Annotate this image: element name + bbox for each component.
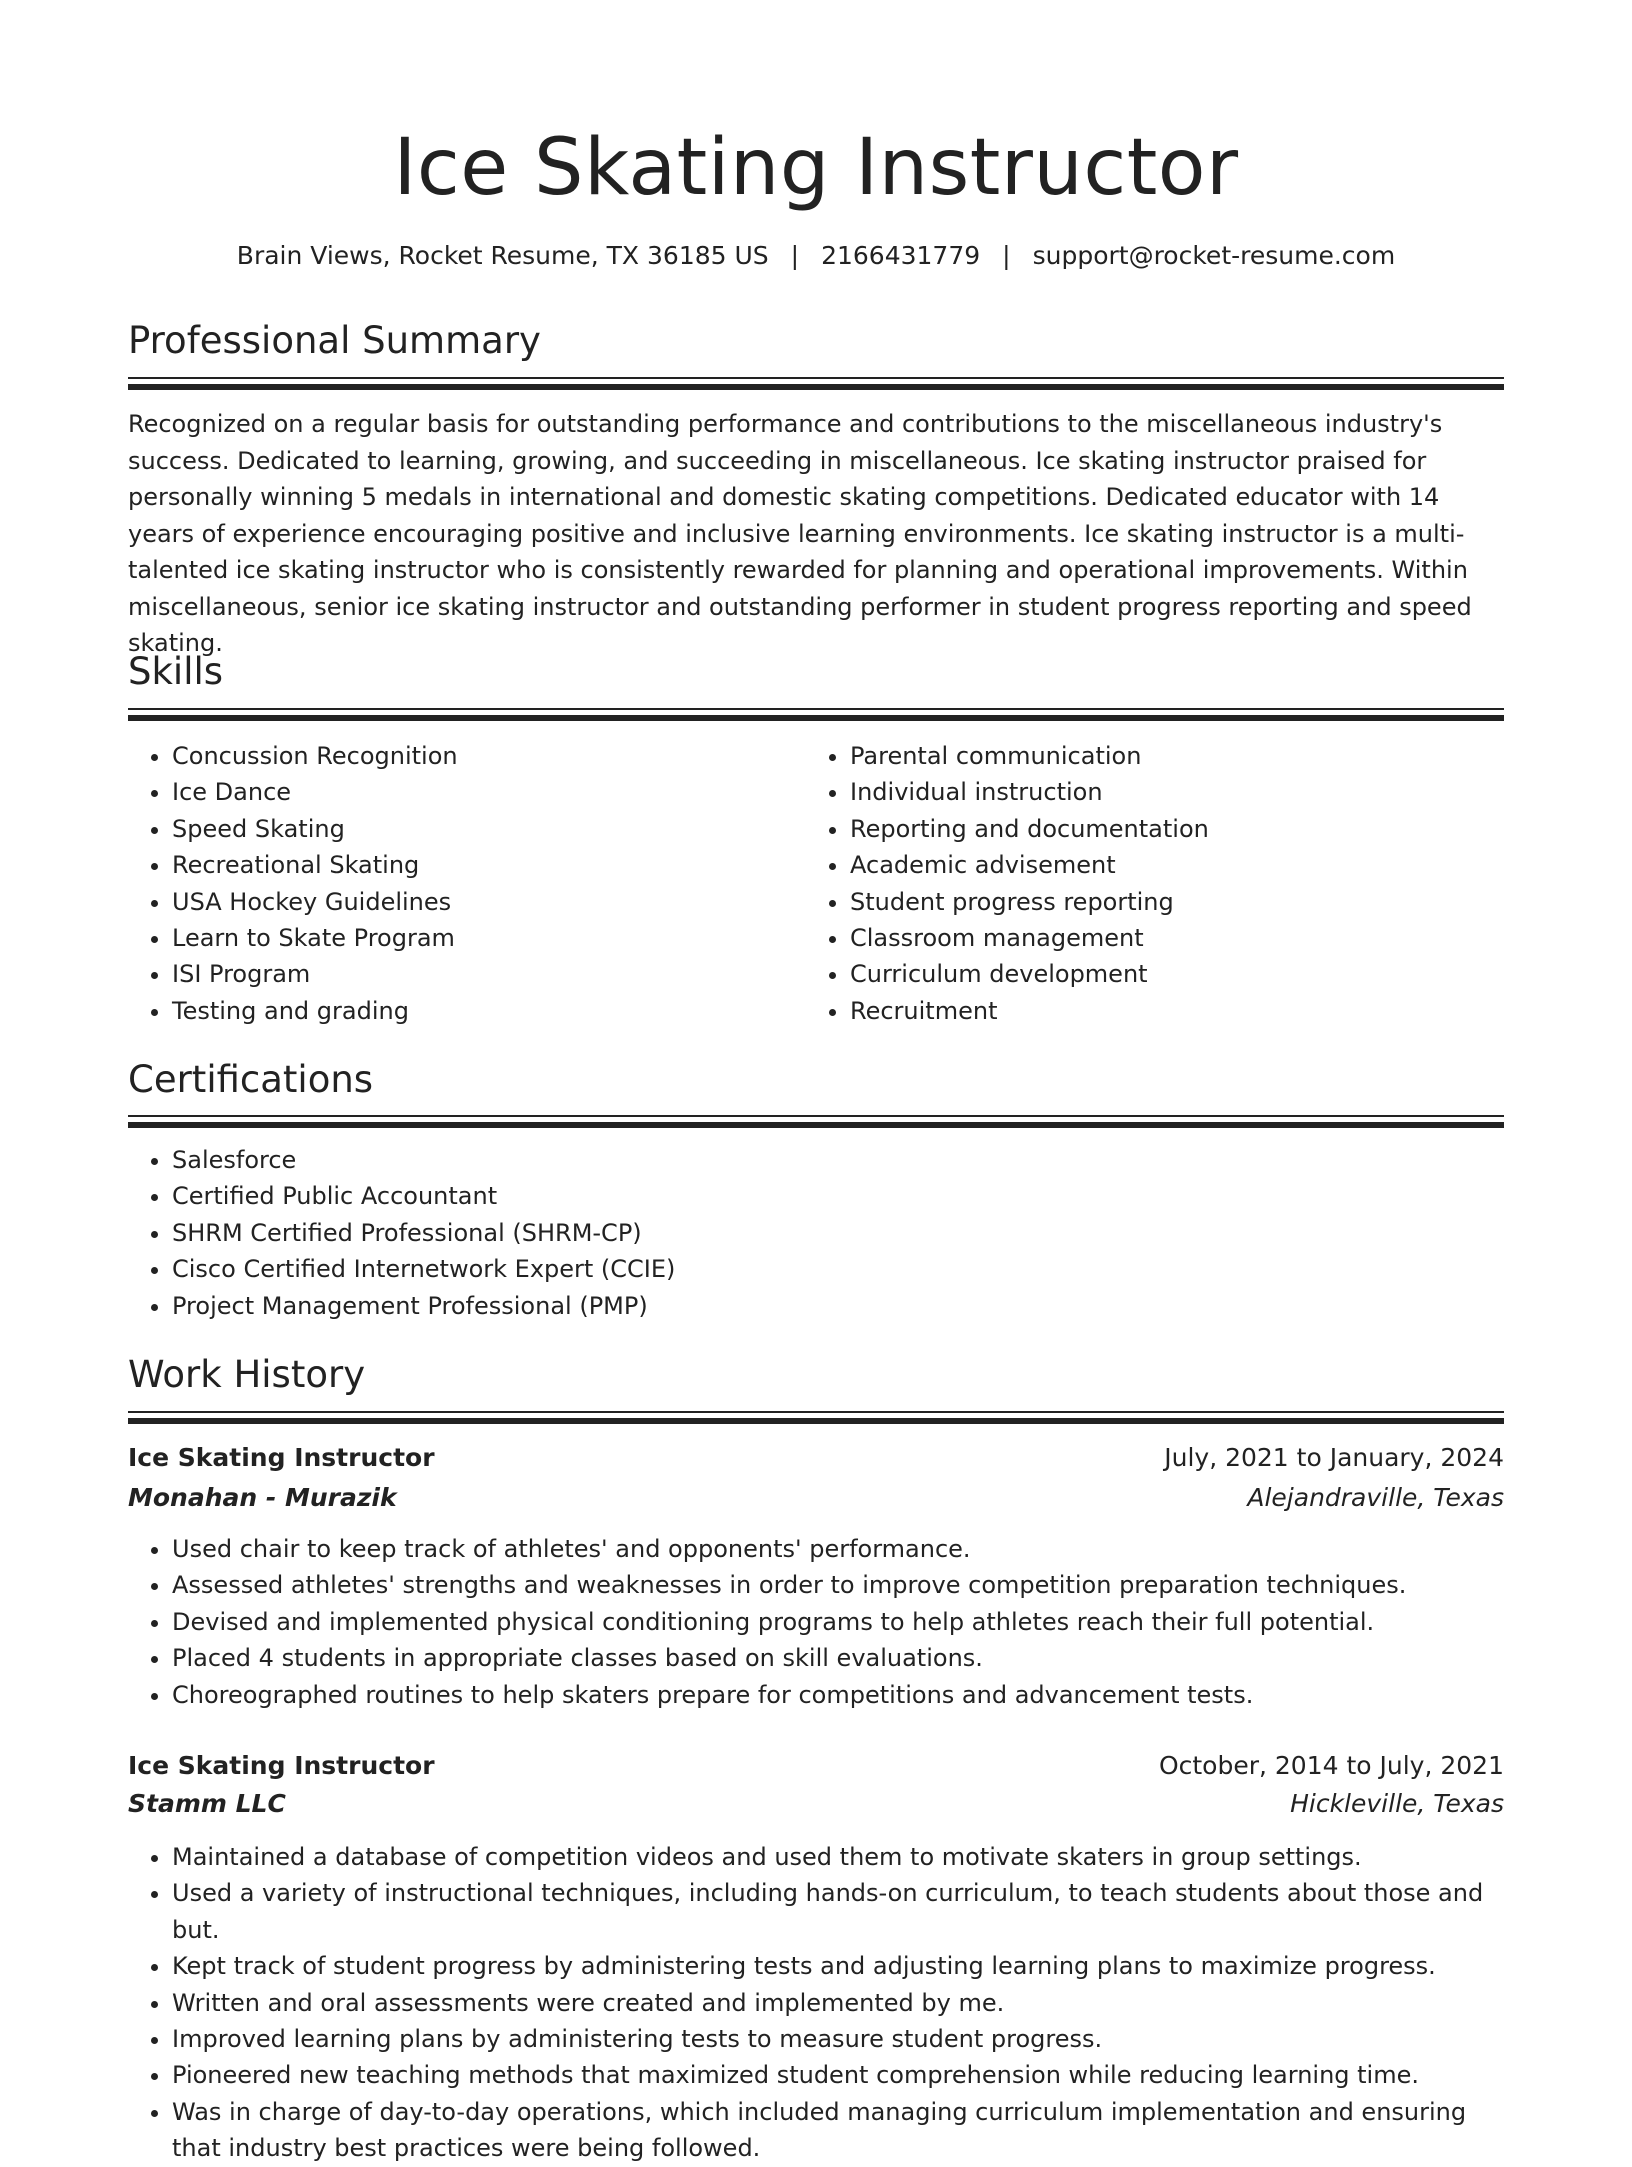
job-bullet: • Placed 4 students in appropriate classes based on skill evaluations. — [172, 1640, 1502, 1676]
job-company: Stamm LLC — [128, 1789, 286, 1818]
job-bullet: • Pioneered new teaching methods that maximized student comprehension while reducing learning time. — [172, 2057, 1502, 2093]
work-history-heading: Work History — [128, 1353, 366, 1396]
job-bullet: • Improved learning plans by administering tests to measure student progress. — [172, 2021, 1502, 2057]
skill-item: • Learn to Skate Program — [172, 920, 792, 956]
skill-item: • Student progress reporting — [850, 884, 1500, 920]
section-divider — [128, 708, 1504, 722]
certifications-list — [128, 1142, 1502, 1324]
job-bullet: • Choreographed routines to help skaters prepare for competitions and advancement tests. — [172, 1677, 1502, 1713]
job-bullet: • Kept track of student progress by administering tests and adjusting learning plans to maximize progress. — [172, 1948, 1502, 1984]
section-divider — [128, 1115, 1504, 1129]
candidate-name: Ice Skating Instructor — [393, 123, 1239, 213]
job-location: Alejandraville, Texas — [1247, 1483, 1504, 1512]
summary-text: Recognized on a regular basis for outstanding performance and contributions to the miscellaneous industry's success. Dedicated to learning, growing, and succeeding in miscellaneous. Ice skating instructor praised for personally winning 5 medals in international and domestic skating competitions. Dedicated educator with 14 years of experience encouraging positive and inclusive learning environments. Ice skating instructor is a multi-talented ice skating instructor who is consistently rewarded for planning and operational improvements. Within miscellaneous, senior ice skating instructor and outstanding performer in student progress reporting and speed skating. — [128, 410, 1472, 657]
certification-item: • Salesforce — [172, 1142, 1502, 1178]
skill-item: • Reporting and documentation — [850, 811, 1500, 847]
job-bullet: • Used chair to keep track of athletes' and opponents' performance. — [172, 1531, 1502, 1567]
job-title: Ice Skating Instructor — [128, 1443, 435, 1472]
skill-item: • Ice Dance — [172, 774, 792, 810]
job-bullet: • Maintained a database of competition videos and used them to motivate skaters in group settings. — [172, 1839, 1502, 1875]
skill-item: • ISI Program — [172, 956, 792, 992]
job-bullet: • Assessed athletes' strengths and weaknesses in order to improve competition preparation techniques. — [172, 1567, 1502, 1603]
job-bullet: • Devised and implemented physical conditioning programs to help athletes reach their full potential. — [172, 1604, 1502, 1640]
certification-item: • Cisco Certified Internetwork Expert (CCIE) — [172, 1251, 1502, 1287]
job-title: Ice Skating Instructor — [128, 1751, 435, 1780]
skill-item: • Parental communication — [850, 738, 1500, 774]
section-divider — [128, 1411, 1504, 1425]
skills-heading: Skills — [128, 650, 224, 693]
skill-item: • USA Hockey Guidelines — [172, 884, 792, 920]
job-dates: October, 2014 to July, 2021 — [1158, 1751, 1504, 1780]
job-company: Monahan - Murazik — [128, 1483, 397, 1512]
job-dates: July, 2021 to January, 2024 — [1164, 1443, 1504, 1472]
section-divider — [128, 377, 1504, 391]
contact-separator: | — [1002, 241, 1011, 270]
contact-email[interactable]: support@rocket-resume.com — [1032, 241, 1396, 270]
skills-list-left — [128, 738, 792, 1029]
certifications-heading: Certifications — [128, 1058, 374, 1101]
skills-list-right — [806, 738, 1500, 1029]
skill-item: • Testing and grading — [172, 993, 792, 1029]
contact-phone: 2166431779 — [821, 241, 981, 270]
job-bullet: • Written and oral assessments were created and implemented by me. — [172, 1985, 1502, 2021]
skill-item: • Recreational Skating — [172, 847, 792, 883]
skill-item: • Concussion Recognition — [172, 738, 792, 774]
summary-heading: Professional Summary — [128, 319, 541, 362]
job-location: Hickleville, Texas — [1290, 1789, 1504, 1818]
job-bullet: • Used a variety of instructional techniques, including hands-on curriculum, to teach students about those and but. — [172, 1875, 1502, 1948]
contact-line — [128, 236, 1504, 276]
contact-address: Brain Views, Rocket Resume, TX 36185 US — [236, 241, 769, 270]
job-bullets — [128, 1839, 1502, 2167]
job-bullet: • Was in charge of day-to-day operations, which included managing curriculum implementation and ensuring that industry best practices were being followed. — [172, 2094, 1502, 2167]
contact-separator: | — [790, 241, 800, 270]
certification-item: • Certified Public Accountant — [172, 1178, 1502, 1214]
certification-item: • SHRM Certified Professional (SHRM-CP) — [172, 1215, 1502, 1251]
skill-item: • Recruitment — [850, 993, 1500, 1029]
skill-item: • Individual instruction — [850, 774, 1500, 810]
job-bullets — [128, 1531, 1502, 1713]
skill-item: • Curriculum development — [850, 956, 1500, 992]
certification-item: • Project Management Professional (PMP) — [172, 1288, 1502, 1324]
skill-item: • Academic advisement — [850, 847, 1500, 883]
skill-item: • Speed Skating — [172, 811, 792, 847]
skill-item: • Classroom management — [850, 920, 1500, 956]
